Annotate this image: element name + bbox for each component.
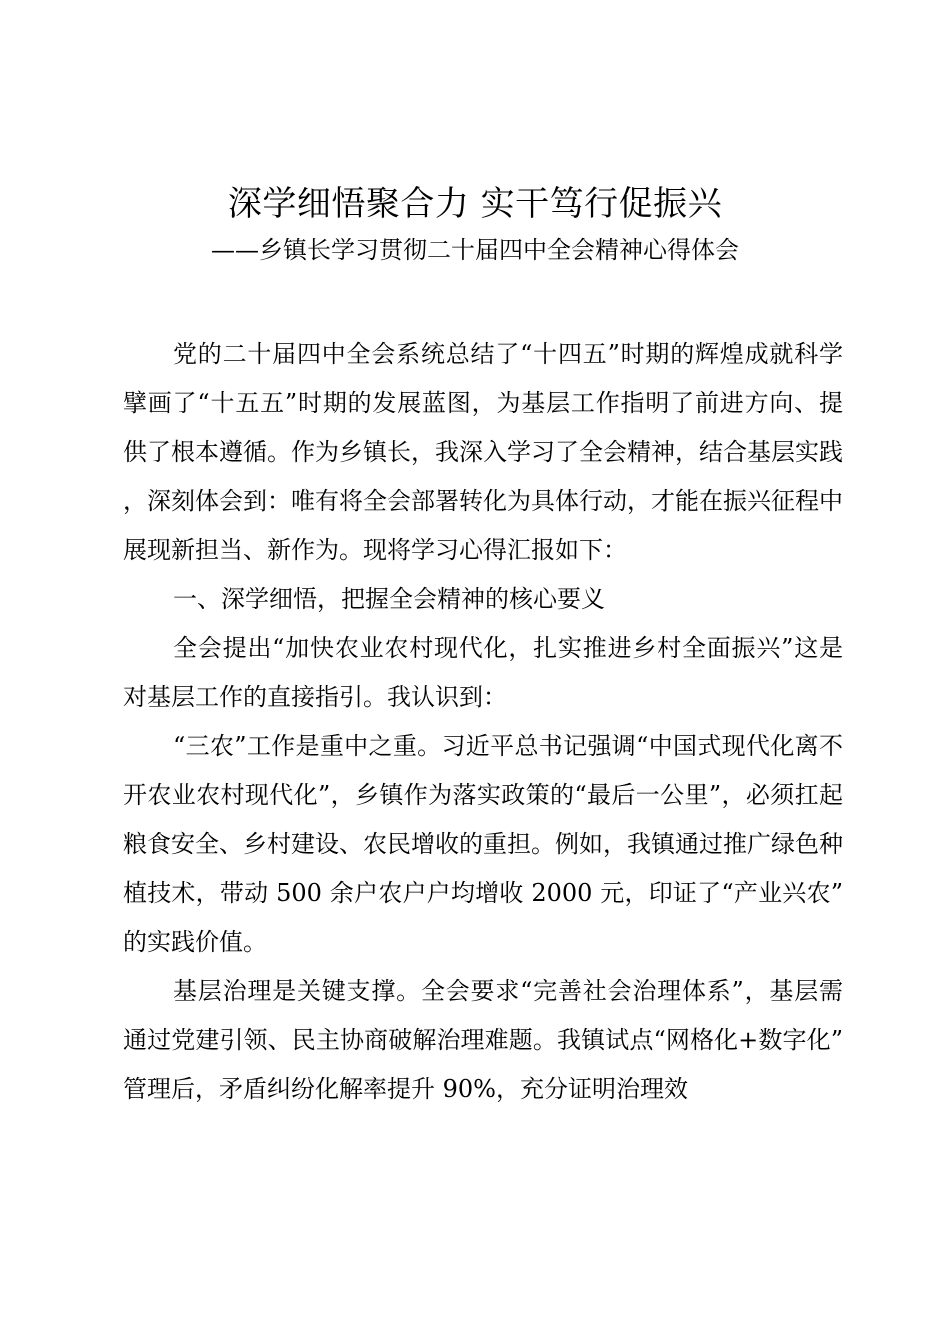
paragraph-grassroots-governance: 基层治理是关键支撑。全会要求“完善社会治理体系”，基层需通过党建引领、民主协商破解治理难题。我镇试点“网格化+数字化”管理后，矛盾纠纷化解率提升 90%，充分证明治理效 <box>123 977 843 1103</box>
paragraph-intro: 党的二十届四中全会系统总结了“十四五”时期的辉煌成就科学擘画了“十五五”时期的发展蓝图，为基层工作指明了前进方向、提供了根本遵循。作为乡镇长，我深入学习了全会精神，结合基层实践，深刻体会到：唯有将全会部署转化为具体行动，才能在振兴征程中展现新担当、新作为。现将学习心得汇报如下： <box>123 340 843 564</box>
document-body <box>123 330 843 1114</box>
section-heading-1: 一、深学细悟，把握全会精神的核心要义 <box>173 585 605 613</box>
paragraph-sannong: “三农”工作是重中之重。习近平总书记强调“中国式现代化离不开农业农村现代化”，乡镇作为落实政策的“最后一公里”，必须扛起粮食安全、乡村建设、农民增收的重担。例如，我镇通过推广绿色种植技术，带动 500 余户农户户均增收 2000 元，印证了“产业兴农”的实践价值。 <box>123 732 843 956</box>
document-title: 深学细悟聚合力 实干笃行促振兴 <box>227 184 723 224</box>
paragraph-plenum-proposal: 全会提出“加快农业农村现代化，扎实推进乡村全面振兴”这是对基层工作的直接指引。我认识到： <box>123 634 843 711</box>
document-subtitle: ——乡镇长学习贯彻二十届四中全会精神心得体会 <box>211 236 739 264</box>
